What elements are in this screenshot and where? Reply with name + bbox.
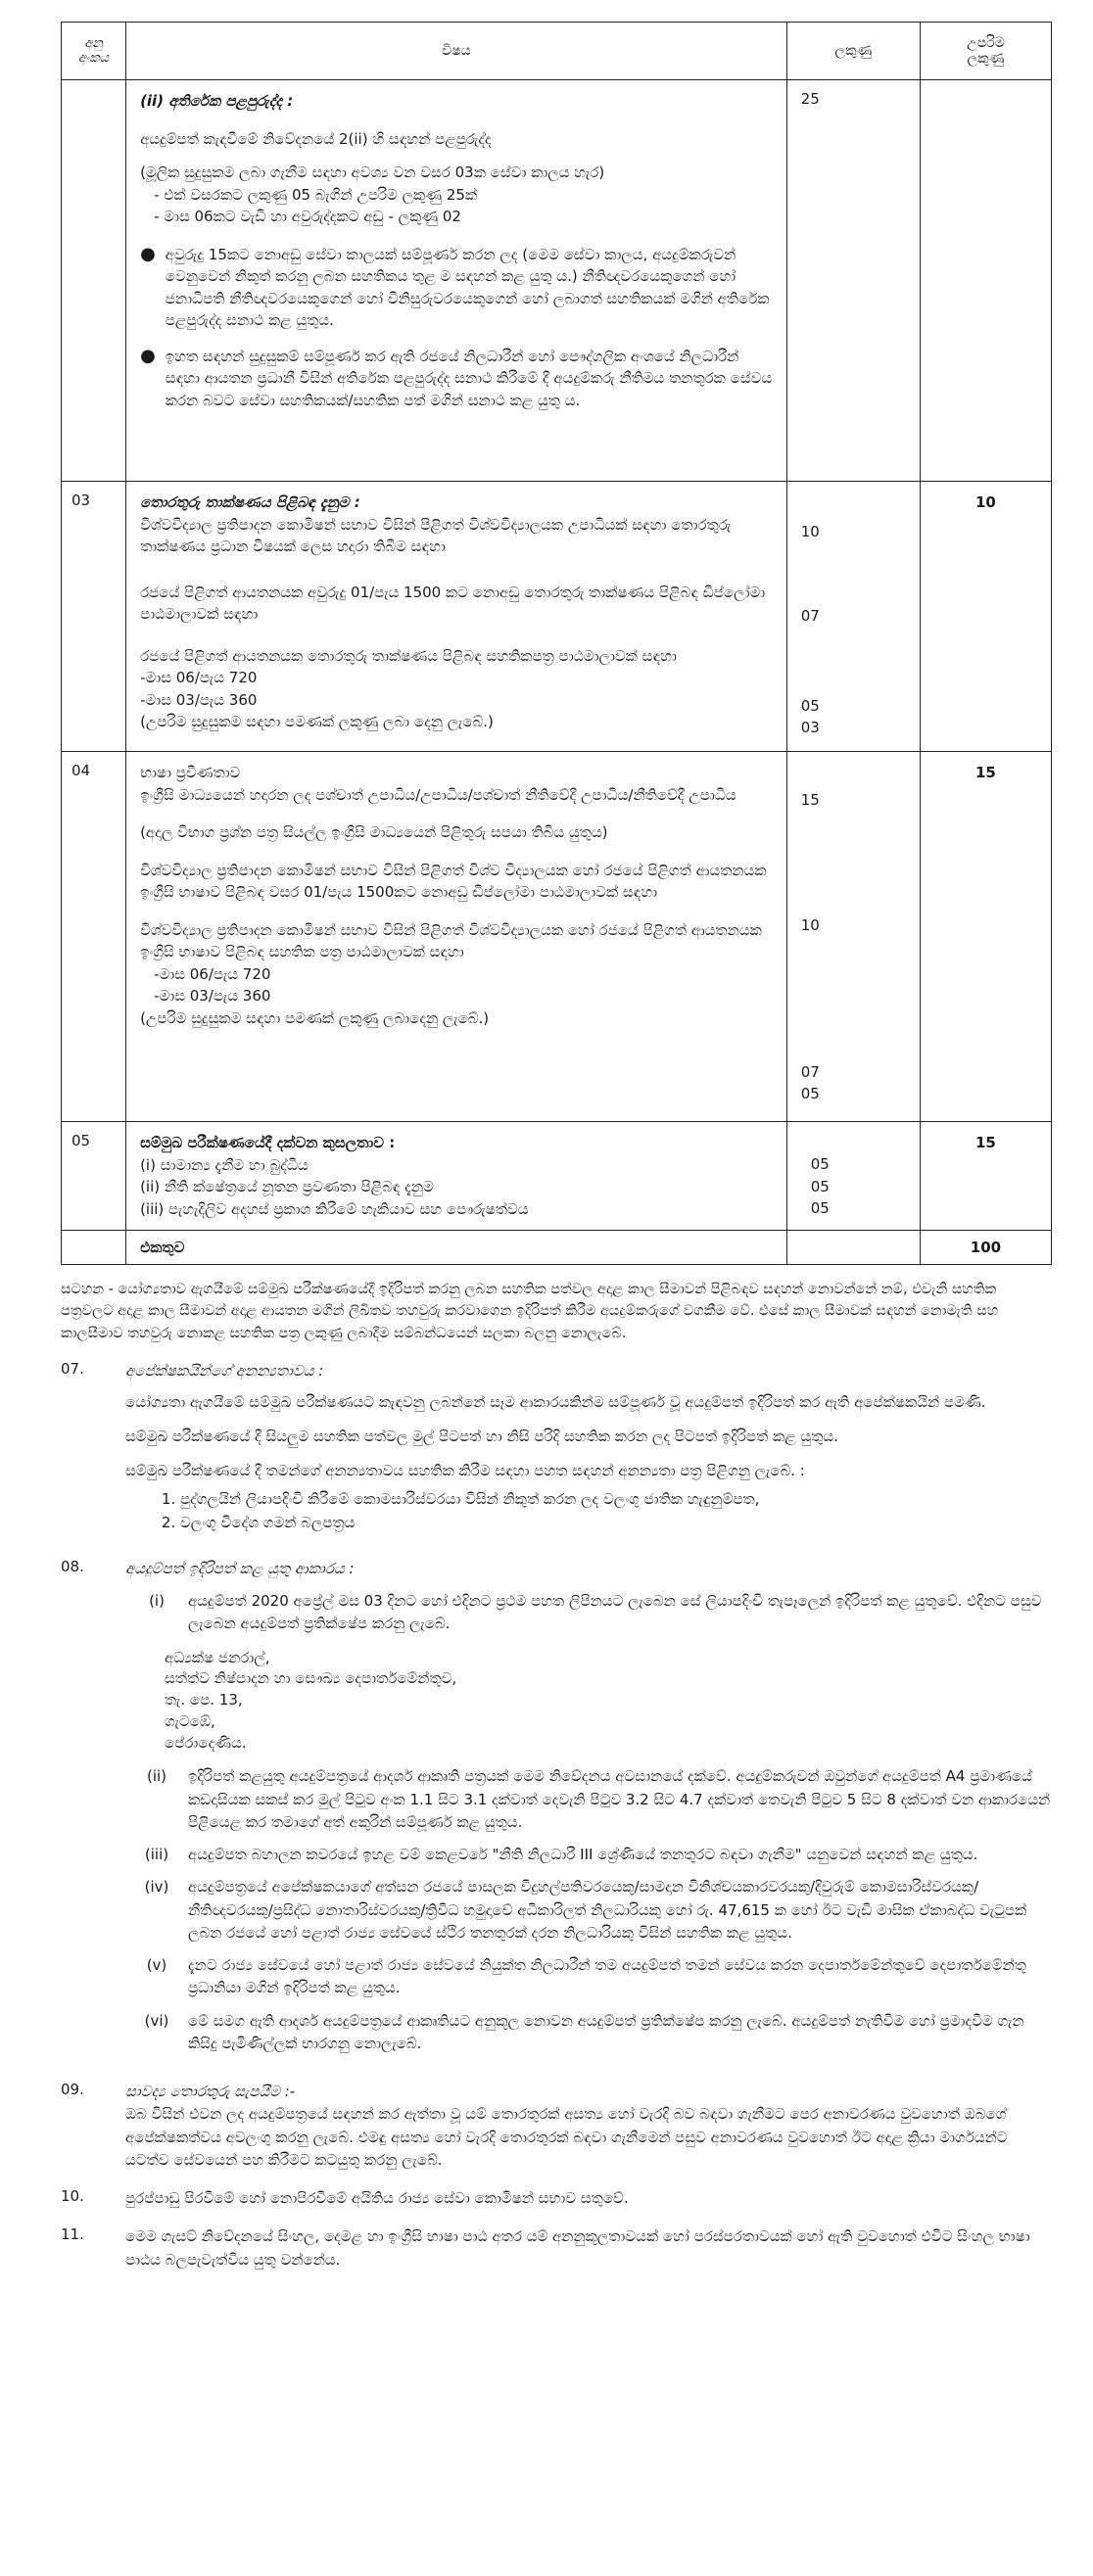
marks-value: 25 (800, 90, 820, 108)
list-item: 2. වලංගු විදේශ ගමන් බලපත්‍රය (180, 1512, 1052, 1534)
header-max: උපරිම ලකුණු (920, 23, 1051, 80)
row-note: (උපරිම සුදුසුකම සඳහා පමණක් ලකුණු ලබාදෙනු ලැබේ.) (140, 1008, 490, 1027)
row-text: -මාස 03/පැය 360 (154, 987, 271, 1005)
row-text: -මාස 03/පැය 360 (140, 690, 258, 709)
list-item: ● ඉහත සඳහන් සුදුසුකම් සම්පූර්ණ කර ඇති රජයේ නිලධාරීන් හෝ පෞද්ගලික අංශයේ නිලධාරීන් සඳහා ආයතන ප්‍රධානී විසින් අතිරේක පළපුරුද්ද සනාථ කිරීමේ දී අයදුම්කරු නීතිමය තනතුරක සේවය කරන බවට සේවා සහතිකයක්/සහතික පත් මගින් සනාථ කළ යුතු ය. (140, 346, 775, 412)
header-no: අනු අංකය (62, 23, 126, 80)
table-row (62, 482, 1052, 752)
row-note: (අදාල විභාග ප්‍රශ්න පත්‍ර සියල්ල ඉංග්‍රීසි මාධ්‍යයෙන් පිළිතුරු සපයා තිබිය යුතුය) (140, 823, 608, 841)
row-text: -මාස 06/පැය 720 (140, 669, 258, 686)
table-header-row (62, 23, 1052, 80)
row-text: -මාස 06/පැය 720 (154, 964, 271, 983)
section-text: ඔබ විසින් එවන ලද අයදුම්පත්‍රයේ සඳහන් කර ඇත්තා වූ යම් තොරතුරක් අසත්‍ය හෝ වැරදි බව බඳවා ගැනීමට පෙර අනාවරණය වුවහොත් ඔබගේ අපේක්ෂකත්වය අවලංගු කරනු ලැබේ. එමඳු අසත්‍ය හෝ වැරදි තොරතුරක් බඳවා ගැනීමෙන් පසුව අනාවරණය වුවහොත් ඊට අදාළ ක්‍රියා මාර්ගයන්ට යටත්ව සේවයෙන් පහ කිරීමට කටයුතු කරනු ලැබේ. (125, 2105, 1008, 2169)
section-10 (61, 2187, 1052, 2210)
row-title: තොරතුරු තාක්ෂණය පිළිබඳ දැනුම : (140, 493, 360, 511)
list-item: (vi) මේ සමග ඇති ආදර්ශ අයදුම්පත්‍රයේ ආකෘතියට අනුකූල නොවන අයදුම්පත් ප්‍රතික්ෂේප කරනු ලැබේ. අයදුම්පත් නැතිවීම හෝ ප්‍රමාදවීම ගැන කිසිදු පැමිණිල්ලක් භාරගනු නොලැබේ. (144, 2011, 1024, 2052)
marks-value: 05 (810, 1155, 830, 1173)
list-item: ● අවුරුදු 15කට නොඅඩු සේවා කාලයක් සම්පූර්ණ කරන ලද (මෙම සේවා කාලය, අයදුම්කරුවන් වෙනුවෙන් නිකුත් කරනු ලබන සහතිකය තුළ ම සඳහන් කළ යුතු ය.) නීතිඥවරයෙකුගෙන් හෝ ජනාධිපති නීතිඥවරයෙකුගෙන් හෝ විනිසුරුවරයෙකුගෙන් හෝ ලබාගත් සහතිකයක් මගින් අතිරේක පළපුරුද්ද සනාථ කළ යුතුය. (140, 244, 775, 332)
address-block: අධ්‍යක්ෂ ජනරාල්, සත්ත්ව නිෂ්පාදන හා සෞඛ්‍ය දෙපාර්තමේන්තුව, තැ. පෙ. 13, ගැටඹේ, පේරාදෙණිය. (165, 1648, 457, 1752)
marks-value: 05 (800, 697, 820, 715)
max-marks-value: 15 (974, 764, 996, 781)
header-subject: විෂය (126, 23, 787, 80)
marks-value: 07 (800, 1063, 820, 1081)
row-text: (මූලික සුදුසුකම ලබා ගැනීම සඳහා අවශ්‍ය වන වසර 03ක සේවා කාලය හැර) (140, 164, 605, 181)
table-row (62, 752, 1052, 1122)
row-text: රජයේ පිළිගත් ආයතනයක තොරතුරු තාක්ෂණය පිළිබඳ සහතිකපත්‍ර පාඨමාලාවක් සඳහා (140, 646, 677, 665)
row-text: ඉංග්‍රීසි මාධ්‍යයෙන් හදාරන ලද පශ්චාත් උපාධිය/උපාධිය/පශ්චාත් නීතිවේදී උපාධිය/නීතිවේදී උපාධිය (140, 785, 737, 804)
section-title: අපේක්ෂකයින්ගේ අනන්‍යතාවය : (125, 1362, 324, 1381)
table-row (62, 1122, 1052, 1231)
max-marks-value: 15 (974, 1134, 996, 1151)
header-marks: ලකුණු (786, 23, 920, 80)
max-marks-value: 10 (974, 493, 996, 511)
section-text: යෝග්‍යතා ඇගයීමේ සම්මුඛ පරීක්ෂණයට කැඳවනු ලබන්නේ සෑම ආකාරයකින්ම සම්පූර්ණ වූ අයදුම්පත් ඉදිරිපත් කර ඇති අපේක්ෂකයින් පමණි. (125, 1392, 986, 1411)
row-text: - එක් වසරකට ලකුණු 05 බැගින් උපරිම ලකුණු 25ක් (154, 185, 478, 204)
marks-value: 05 (810, 1199, 830, 1217)
row-number: 03 (71, 492, 91, 509)
list-item: 1. පුද්ගලයින් ලියාපදිංචි කිරීමේ කොමසාරිස්වරයා විසින් නිකුත් කරන ලද වලංගු ජාතික හැඳුනුම්පත, (180, 1488, 1052, 1511)
section-number: 11. (61, 2225, 84, 2244)
marks-value: 05 (810, 1177, 830, 1195)
document-page (61, 22, 1052, 2272)
section-number: 09. (61, 2081, 84, 2099)
bullet-icon: ● (140, 345, 156, 366)
bullet-icon: ● (140, 243, 156, 264)
table-row (62, 80, 1052, 482)
section-text: සම්මුඛ පරීක්ෂණයේ දී තමන්ගේ අනන්‍යතාවය සහතික කිරීම සඳහා පහත සඳහන් අනන්‍යතා පත්‍ර පිළිගනු ලැබේ. : (125, 1462, 805, 1480)
section-title: අයදුම්පත් ඉදිරිපත් කළ යුතු ආකාරය : (125, 1559, 355, 1577)
marks-value: 03 (800, 719, 820, 736)
section-11 (61, 2225, 1052, 2272)
row-title: සම්මුඛ පරීක්ෂණයේදී දක්වන කුසලතාව : (140, 1134, 396, 1151)
row-text: (ii) නීති ක්ෂේත්‍රයේ නූතන ප්‍රවණතා පිළිබඳ දැනුම (140, 1178, 434, 1195)
row-title: භාෂා ප්‍රවීණතාව (140, 764, 241, 781)
section-number: 07. (61, 1360, 84, 1379)
list-item: (v) දැනට රාජ්‍ය සේවයේ හෝ පළාත් රාජ්‍ය සේවයේ නියුක්ත නිලධාරීන් තම අයදුම්පත් තමන් සේවය කරන දෙපාර්තමේන්තුවේ දෙපාර්තමේන්තු ප්‍රධානියා මගින් ඉදිරිපත් කළ යුතුය. (146, 1956, 1026, 1997)
list-item: (i) අයදුම්පත් 2020 අප්‍රේල් මස 03 දිනට හෝ එදිනට ප්‍රථම පහත ලිපිනයට ලැබෙන සේ ලියාපදිංචි තැපෑලෙන් ඉදිරිපත් කළ යුතුවේ. එදිනට පසුව ලැබෙන අයදුම්පත් ප්‍රතික්ෂේප කරනු ලැබේ. (149, 1592, 1042, 1633)
section-number: 08. (61, 1557, 84, 1575)
marks-value: 07 (800, 607, 820, 625)
row-text: රජයේ පිළිගත් ආයතනයක අවුරුදු 01/පැය 1500 කට නොඅඩු තොරතුරු තාක්ෂණය පිළිබඳ ඩිප්ලෝමා පාඨමාලාවක් සඳහා (140, 583, 766, 623)
row-text: - මාස 06කට වැඩි හා අවුරුද්දකට අඩු - ලකුණු 02 (154, 208, 461, 225)
marks-value: 10 (800, 916, 820, 934)
row-number: 04 (71, 762, 91, 779)
section-text: සම්මුඛ පරීක්ෂණයේ දී සියලුම සහතික පත්වල මුල් පිටපත් හා නිසි පරිදි සහතික කරන ලද පිටපත් ඉදිරිපත් කළ යුතුය. (125, 1427, 838, 1445)
section-08 (61, 1558, 1052, 2065)
total-value: 100 (970, 1239, 1002, 1256)
total-label: එකතුව (140, 1239, 185, 1256)
row-text: (iii) පැහැදිලිව අදහස් ප්‍රකාශ කිරීමේ හැකියාව සහ පෞරුෂත්වය (140, 1199, 529, 1218)
list-item: (iii) අයදුම්පත බහාලන කවරයේ ඉහළ වම් කෙළවරේ "නීති නිලධාරී III ශ්‍රේණියේ තනතුරට බඳවා ගැනීම" යනුවෙන් සඳහන් කළ යුතුය. (144, 1846, 978, 1864)
section-07 (61, 1360, 1052, 1542)
total-row (62, 1231, 1052, 1265)
row-number: 05 (71, 1132, 91, 1149)
row-title: (ii) අතිරේක පළපුරුද්ද : (140, 92, 294, 110)
row-text: විශ්වවිද්‍යාල ප්‍රතිපාදන කොමිෂන් සභාව විසින් පිළිගත් විශ්වවිද්‍යාලයක උපාධියක් සඳහා තොරතුරු තාක්ෂණය ප්‍රධාන විෂයක් ලෙස හදාරා තිබීම සඳහා (140, 515, 732, 555)
section-09 (61, 2081, 1052, 2172)
id-list (125, 1488, 1052, 1534)
section-text: මෙම ගැසට් නිවේදනයේ සිංහල, දෙමළ හා ඉංග්‍රීසි භාෂා පාඨ අතර යම් අනනුකූලතාවයක් හෝ පරස්පරතාවයක් හෝ ඇති වුවහොත් එවිට සිංහල භාෂා පාඨය බලපැවැත්විය යුතු වන්නේය. (125, 2227, 1030, 2269)
row-text: අයදුම්පත් කැඳවීමේ නිවේදනයේ 2(ii) හි සඳහන් පළපුරුද්ද (140, 129, 492, 148)
section-title: සාවද්‍ය තොරතුරු සැපයීම :- (125, 2083, 296, 2101)
row-text: විශ්වවිද්‍යාල ප්‍රතිපාදන කොමිෂන් සභාව විසින් පිළිගත් විශ්වවිද්‍යාලයක හෝ රජයේ පිළිගත් ආයතනයක ඉංග්‍රීසි භාෂාව පිළිබඳ සහතික පත්‍ර පාඨමාලාවක් සඳහා (140, 920, 762, 960)
section-number: 10. (61, 2187, 84, 2206)
section-text: පුරප්පාඩු පිරවීමේ හෝ නොපිරවීමේ අයිතිය රාජ්‍ය සේවා කොමිෂන් සභාව සතුවේ. (125, 2189, 629, 2208)
row-text: (i) සාමාන්‍ය දැනීම හා බුද්ධිය (140, 1155, 309, 1174)
row-note: (උපරිම සුදුසුකම සඳහා පමණක් ලකුණු ලබා දෙනු ලැබේ.) (140, 713, 494, 730)
list-item: (iv) අයදුම්පත්‍රයේ අපේක්ෂකයාගේ අත්සන රජයේ පාසලක විදුහල්පතිවරයෙකු/සාමදාන විනිශ්චයකාරවරයකු/දිවුරුම් කොමසාරිස්වරයකු/නීතිඥවරයකු/ප්‍රසිද්ධ නොතාරිස්වරයකු/ත්‍රිවිධ හමුදාවේ අධිකාරිලත් නිලධාරියකු හෝ රු. 47,615 ක හෝ ඊට වැඩි මාසික ඒකාබද්ධ වැටුපක් ලබන රජයේ හෝ පළාත් රාජ්‍ය සේවයේ ස්ථිර තනතුරක් දරන නිලධාරියකු විසින් සහතික කළ යුතුය. (144, 1878, 1027, 1942)
marks-value: 15 (800, 791, 820, 809)
row-text: විශ්වවිද්‍යාල ප්‍රතිපාදන කොමිෂන් සභාව විසින් පිළිගත් විශ්ව විද්‍යාලයක හෝ රජයේ පිළිගත් ආයතනයක ඉංග්‍රීසි භාෂාව පිළිබඳ වසර 01/පැය 1500කට නොඅඩු ඩිප්ලෝමා පාඨමාලාවක් සඳහා (140, 861, 767, 901)
list-item: (ii) ඉදිරිපත් කළයුතු අයදුම්පත්‍රයේ ආදර්ශ ආකෘති පත්‍රයක් මෙම නිවේදනය අවසානයේ දක්වේ. අයදුම්කරුවන් ඔවුන්ගේ අයදුම්පත් A4 ප්‍රමාණයේ කඩදාසියක සකස් කර මුල් පිටුව අංක 1.1 සිට 3.1 දක්වාත් දෙවැනි පිටුව 3.2 සිට 4.7 දක්වාත් තෙවැනි පිටුව 5 සිට 8 දක්වාත් වන ආකාරයෙන් පිළියෙළ කර තමාගේ අත් අකුරින් සම්පූර්ණ කළ යුතුය. (146, 1767, 1051, 1831)
note-paragraph: සටහන - යෝග්‍යතාව ඇගයීමේ සම්මුඛ පරීක්ෂණයේදී ඉදිරිපත් කරනු ලබන සහතික පත්වල අදාළ කාල සීමාවන් පිළිබඳව සඳහන් නොවන්නේ නම්, එවැනි සහතික පත්‍රවලට අදාළ කාල සීමාවන් අදාළ ආයතන මගින් ලිඛිතව තහවුරු කරවාගෙන ඉදිරිපත් කිරීම අයදුම්කරුගේ වගකීම වේ. එසේ කාල සීමාවක් සඳහන් නොමැති සහ කාලසීමාව තහවුරු නොකළ සහතික පත්‍ර ලකුණු ලබාදීම සම්බන්ධයෙන් සලකා බලනු නොලැබේ. (61, 1282, 999, 1341)
marks-value: 05 (800, 1085, 820, 1102)
marks-value: 10 (800, 523, 820, 540)
marks-table (61, 22, 1052, 1265)
